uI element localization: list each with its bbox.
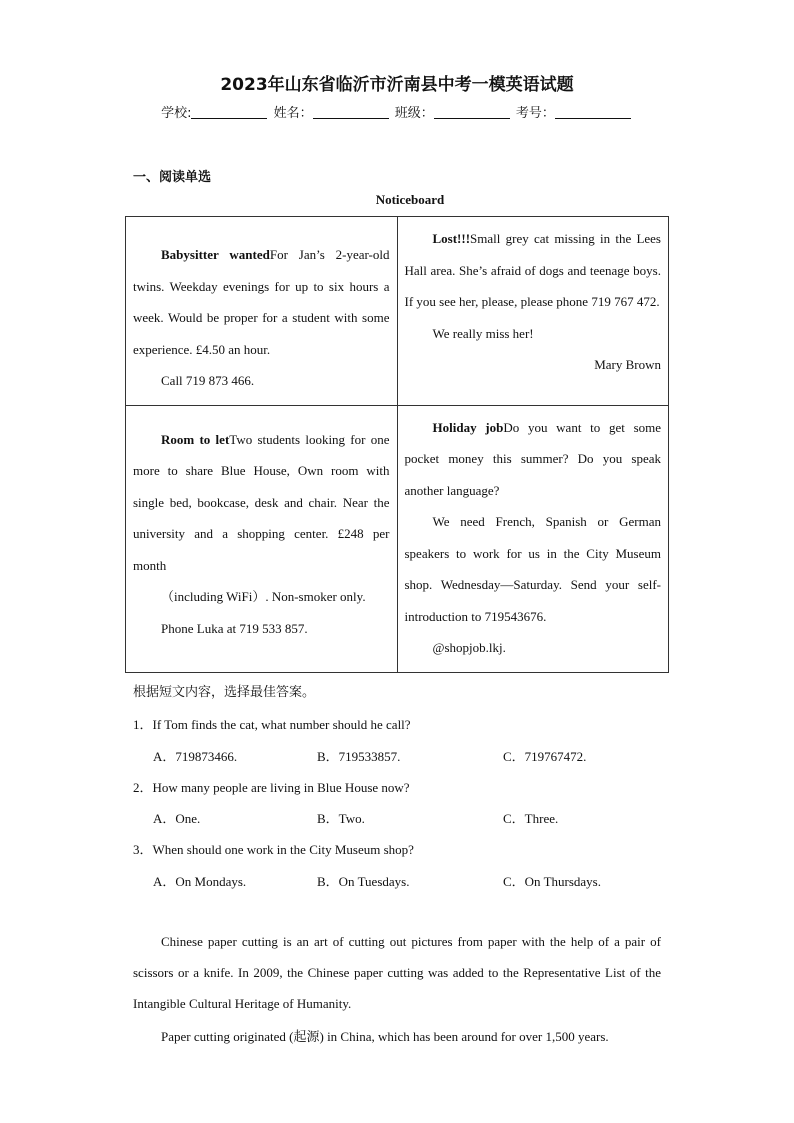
number-label: 考号： xyxy=(515,106,555,121)
question-3-option-b[interactable]: B．On Tuesdays. xyxy=(317,874,410,889)
notice-holiday xyxy=(397,405,669,672)
question-1-option-a[interactable]: A．719873466. xyxy=(153,749,238,764)
page-title: 2023年山东省临沂市沂南县中考一模英语试题 xyxy=(220,75,574,95)
lost-text xyxy=(405,223,662,318)
class-blank[interactable] xyxy=(434,106,510,119)
question-1-option-b[interactable]: B．719533857. xyxy=(317,749,401,764)
passage-paragraph-2: Paper cutting originated (起源) in China, which has been around for over 1,500 years. xyxy=(161,1029,609,1044)
question-1-option-c[interactable]: C．719767472. xyxy=(503,749,587,764)
room-body2: （including WiFi）. Non-smoker only. xyxy=(161,589,366,604)
reading-passage xyxy=(133,926,661,1052)
question-3: 3．When should one work in the City Museum shop? xyxy=(133,842,414,857)
babysitter-body: For Jan’s 2-year-old twins. Weekday evenings for up to six hours a week. Would be proper for a student with some experience. £4.50 an hour. xyxy=(133,247,390,357)
babysitter-contact: Call 719 873 466. xyxy=(161,373,255,388)
lost-miss: We really miss her! xyxy=(432,325,534,341)
question-3-option-c[interactable]: C．On Thursdays. xyxy=(503,874,601,889)
section-heading: 一、阅读单选 xyxy=(133,170,212,185)
room-lead: Room to let xyxy=(161,431,230,447)
question-2-option-b[interactable]: B．Two. xyxy=(317,811,365,826)
student-info-line xyxy=(0,102,794,121)
lost-lead: Lost!!! xyxy=(432,231,471,246)
class-label: 班级： xyxy=(394,106,434,121)
holiday-text xyxy=(405,412,662,507)
lost-body: Small grey cat missing in the Lees Hall area. She’s afraid of dogs and teenage boys. If you see her, please, please phone 719 767 472. xyxy=(404,231,661,309)
instruction-text: 根据短文内容，选择最佳答案。 xyxy=(133,685,316,700)
holiday-lead: Holiday job xyxy=(432,419,504,435)
babysitter-text xyxy=(133,239,390,365)
room-contact: Phone Luka at 719 533 857. xyxy=(161,620,308,636)
babysitter-lead: Babysitter wanted xyxy=(161,247,270,262)
holiday-body2: We need French, Spanish or German speakers to work for us in the City Museum shop. Wednesday—Saturday. Send your self-introduction to 719543676. xyxy=(404,514,661,624)
school-blank[interactable] xyxy=(191,106,267,119)
question-1: 1．If Tom finds the cat, what number should he call? xyxy=(133,717,411,732)
name-blank[interactable] xyxy=(313,106,389,119)
lost-signature: Mary Brown xyxy=(594,357,661,372)
passage-paragraph-1: Chinese paper cutting is an art of cutting out pictures from paper with the help of a pair of scissors or a knife. In 2009, the Chinese paper cutting was added to the Representative List of the Intangible Cultural Heritage of Humanity. xyxy=(133,934,661,1011)
question-2-option-a[interactable]: A．One. xyxy=(153,811,201,826)
question-2: 2．How many people are living in Blue House now? xyxy=(133,780,410,795)
noticeboard-title: Noticeboard xyxy=(375,192,445,207)
holiday-contact: @shopjob.lkj. xyxy=(432,640,506,655)
notice-room xyxy=(126,405,398,672)
notice-lost xyxy=(397,217,669,406)
holiday-body: Do you want to get some pocket money this summer? Do you speak another language? xyxy=(404,419,662,498)
room-text xyxy=(133,424,390,582)
school-label: 学校: xyxy=(161,106,192,121)
number-blank[interactable] xyxy=(555,106,631,119)
name-label: 姓名： xyxy=(273,106,313,121)
notice-babysitter xyxy=(126,217,398,406)
question-3-option-a[interactable]: A．On Mondays. xyxy=(153,874,247,889)
room-body: Two students looking for one more to share Blue House, Own room with single bed, bookcase, desk and chair. Near the university and a shopping center. £248 per month xyxy=(133,431,390,573)
question-2-option-c[interactable]: C．Three. xyxy=(503,811,559,826)
noticeboard-table xyxy=(125,216,669,673)
